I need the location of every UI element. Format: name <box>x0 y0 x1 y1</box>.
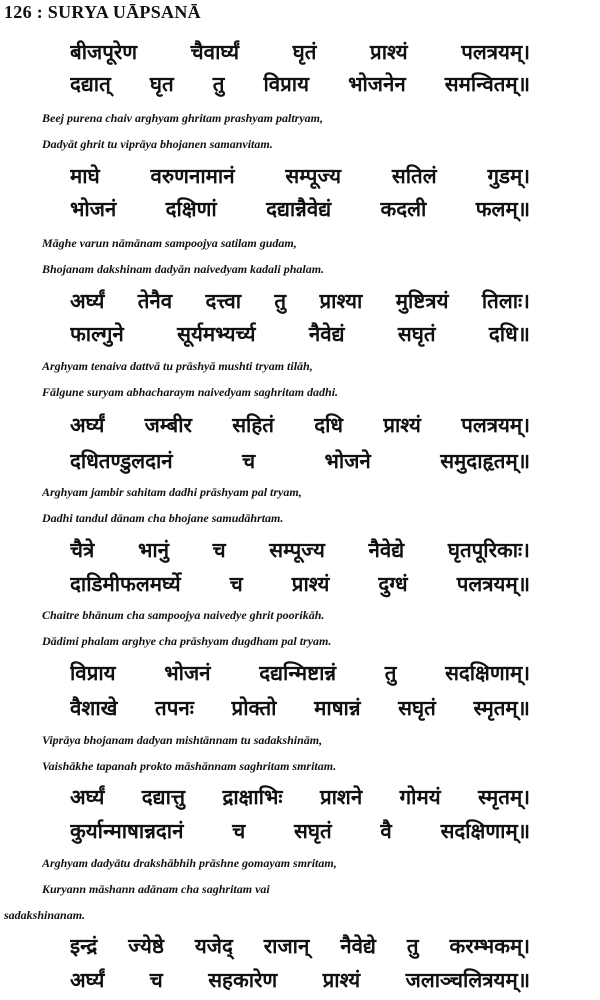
word: सम्पूज्य <box>285 164 342 188</box>
word: माषान्नं <box>314 696 361 720</box>
word: नैवेद्ये <box>368 538 405 562</box>
word: वैशाखे <box>70 696 118 720</box>
word: ज्येष्ठे <box>128 934 164 958</box>
word: बीजपूरेण <box>70 40 138 64</box>
word: तिलाः। <box>481 289 530 313</box>
transliteration-line: Arghyam dadyātu drakshābhih prāshne gomayam smritam, <box>42 856 337 870</box>
sanskrit-verse-line <box>70 928 530 964</box>
word: सदक्षिणाम्। <box>445 661 530 685</box>
word: अर्घ्यं <box>70 968 105 992</box>
word: माघे <box>70 164 100 188</box>
transliteration-line: Arghyam tenaiva dattvā tu prāshyā mushti tryam tilāh, <box>42 359 313 373</box>
word: च <box>212 538 226 562</box>
word: चैत्रे <box>70 538 95 562</box>
sanskrit-verse-line <box>70 962 530 998</box>
word: यजेद् <box>194 934 233 958</box>
transliteration-line: Arghyam jambir sahitam dadhi prāshyam pal tryam, <box>42 485 302 499</box>
word: विप्राय <box>70 661 116 685</box>
word: दद्यान्नैवेद्यं <box>266 197 332 221</box>
word: सघृतं <box>293 819 332 843</box>
word: जलाञ्चलित्रयम्॥ <box>405 968 530 992</box>
word: समन्वितम्॥ <box>444 72 530 96</box>
word: नैवेद्यं <box>308 322 345 346</box>
word: सतिलं <box>391 164 437 188</box>
word: गोमयं <box>399 785 441 809</box>
word: प्राश्यं <box>291 572 330 596</box>
word: स्मृतम्॥ <box>473 696 530 720</box>
sanskrit-verse-line <box>70 655 530 691</box>
word: वरुणनामानं <box>150 164 235 188</box>
word: प्राशने <box>319 785 363 809</box>
word: नैवेद्ये <box>340 934 376 958</box>
word: स्मृतम्। <box>478 785 530 809</box>
sanskrit-verse-line <box>70 690 530 726</box>
word: सम्पूज्य <box>269 538 325 562</box>
word: दद्यन्मिष्टान्नं <box>259 661 337 685</box>
word: घृतं <box>292 40 317 64</box>
word: दत्त्वा <box>205 289 242 313</box>
word: दधि <box>314 413 344 437</box>
word: दद्यात् <box>70 72 111 96</box>
word: घृतपूरिकाः। <box>447 538 530 562</box>
sanskrit-verse-line <box>70 813 530 849</box>
sanskrit-verse-line <box>70 158 530 194</box>
transliteration-line: Dādimi phalam arghye cha prāshyam dugdham pal tryam. <box>42 634 332 648</box>
word: सदक्षिणाम्॥ <box>440 819 530 843</box>
word: विप्राय <box>263 72 310 96</box>
sanskrit-verse-line <box>70 316 530 352</box>
word: च <box>149 968 163 992</box>
word: घृत <box>149 72 174 96</box>
word: इन्द्रं <box>70 934 98 958</box>
word: सहितं <box>232 413 274 437</box>
sanskrit-verse-line <box>70 283 530 319</box>
word: प्राश्यं <box>370 40 408 64</box>
word: अर्घ्यं <box>70 413 105 437</box>
transliteration-line: Māghe varun nāmānam sampoojya satilam gudam, <box>42 236 297 250</box>
word: सघृतं <box>398 696 436 720</box>
word: भोजने <box>324 449 371 473</box>
transliteration-line: Chaitre bhānum cha sampoojya naivedye ghrit poorikāh. <box>42 608 325 622</box>
word: समुदाहृतम्॥ <box>440 449 530 473</box>
transliteration-line: Dadhi tandul dānam cha bhojane samudāhrtam. <box>42 511 284 525</box>
word: तु <box>406 934 419 958</box>
word: प्राश्यं <box>322 968 361 992</box>
sanskrit-verse-line <box>70 566 530 602</box>
word: च <box>242 449 256 473</box>
word: फलम्॥ <box>475 197 530 221</box>
word: तपनः <box>155 696 194 720</box>
word: भोजनं <box>164 661 211 685</box>
word: च <box>232 819 246 843</box>
word: दधितण्डुलदानं <box>70 449 173 473</box>
transliteration-line: Kuryann māshann adānam cha saghritam vai <box>42 882 270 896</box>
word: चैवार्घ्यं <box>190 40 240 64</box>
word: फाल्गुने <box>70 322 124 346</box>
transliteration-line: Beej purena chaiv arghyam ghritam prashyam paltryam, <box>42 111 324 125</box>
sanskrit-verse-line <box>70 532 530 568</box>
word: अर्घ्यं <box>70 785 105 809</box>
sanskrit-verse-line <box>70 34 530 70</box>
word: दक्षिणां <box>165 197 217 221</box>
word: तु <box>274 289 287 313</box>
word: दुग्धं <box>378 572 408 596</box>
word: दधि॥ <box>488 322 530 346</box>
word: कदली <box>380 197 427 221</box>
page-header: 126 : SURYA UĀPSANĀ <box>4 2 201 22</box>
word: दद्यात्तु <box>141 785 186 809</box>
word: मुष्टित्रयं <box>395 289 449 313</box>
word: प्राश्या <box>319 289 363 313</box>
transliteration-line: Bhojanam dakshinam dadyān naivedyam kadali phalam. <box>42 262 325 276</box>
sanskrit-verse-line <box>70 191 530 227</box>
word: तु <box>384 661 397 685</box>
word: प्राश्यं <box>383 413 421 437</box>
word: सहकारेण <box>208 968 278 992</box>
word: वै <box>380 819 392 843</box>
word: तु <box>212 72 225 96</box>
word: तेनैव <box>137 289 173 313</box>
transliteration-line: Viprāya bhojanam dadyan mishtānnam tu sadakshinām, <box>42 733 323 747</box>
transliteration-line: Fālgune suryam abhacharaym naivedyam saghritam dadhi. <box>42 385 339 399</box>
word: प्रोक्तो <box>231 696 277 720</box>
word: कुर्यान्माषान्नदानं <box>70 819 184 843</box>
transliteration-line: Vaishākhe tapanah prokto māshānnam saghritam smritam. <box>42 759 337 773</box>
word: दाडिमीफलमर्घ्ये <box>70 572 181 596</box>
word: जम्बीर <box>144 413 192 437</box>
sanskrit-verse-line <box>70 66 530 102</box>
transliteration-line: sadakshinanam. <box>4 908 86 922</box>
word: पलत्रयम्। <box>461 413 530 437</box>
word: भानुं <box>137 538 170 562</box>
sanskrit-verse-line <box>70 779 530 815</box>
word: भोजनेन <box>348 72 406 96</box>
word: पलत्रयम्। <box>461 40 530 64</box>
word: च <box>229 572 243 596</box>
word: अर्घ्यं <box>70 289 105 313</box>
word: सूर्यमभ्यर्च्य <box>177 322 256 346</box>
sanskrit-verse-line <box>70 407 530 443</box>
sanskrit-verse-line <box>70 443 530 479</box>
transliteration-line: Dadyāt ghrit tu viprāya bhojanen samanvitam. <box>42 137 273 151</box>
word: गुडम्। <box>487 164 530 188</box>
word: पलत्रयम्॥ <box>456 572 530 596</box>
word: राजान् <box>263 934 310 958</box>
word: द्राक्षाभिः <box>222 785 283 809</box>
word: सघृतं <box>397 322 436 346</box>
word: करम्भकम्। <box>449 934 530 958</box>
word: भोजनं <box>70 197 117 221</box>
